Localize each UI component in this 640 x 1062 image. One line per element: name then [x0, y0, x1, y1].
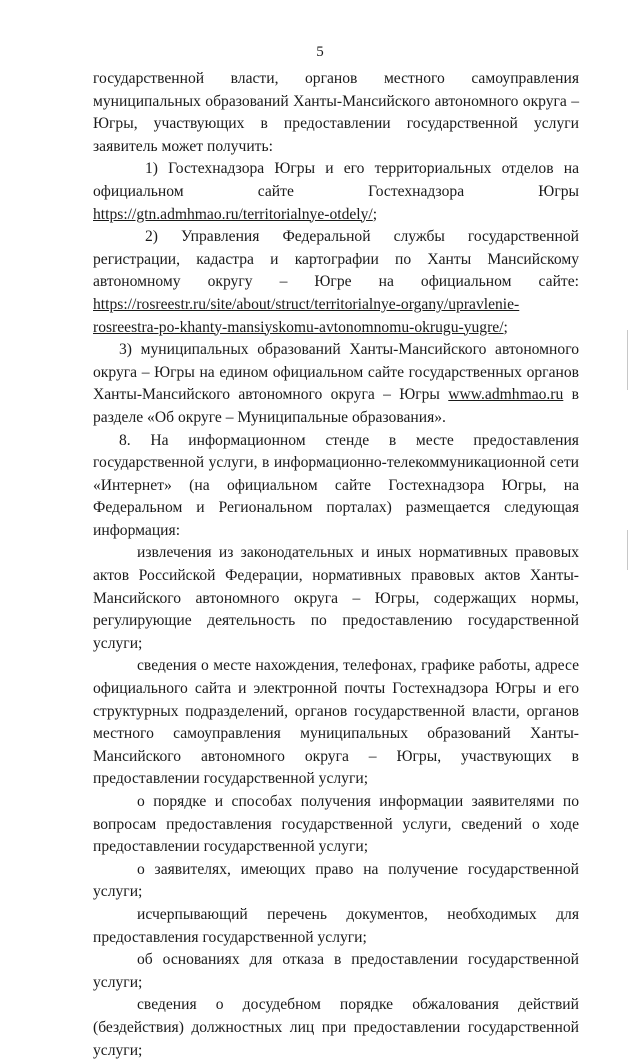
paragraph-continuation: государственной власти, органов местного самоуправления муниципальных образований Ханты-Мансийского автономного округа – Югры, участвующих в предоставлении государственной услуги заявитель может получить: [93, 70, 579, 155]
list-item: об основаниях для отказа в предоставлении государственной услуги; [93, 951, 579, 991]
list-item: о порядке и способах получения информации заявителями по вопросам предоставления государственной услуги, сведений о ходе предоставлении государственной услуги; [93, 793, 579, 856]
page-number: 5 [316, 44, 324, 60]
link-gtn-territorial[interactable]: https://gtn.admhmao.ru/territorialnye-otdely/ [93, 205, 373, 223]
list-item: извлечения из законодательных и иных нормативных правовых актов Российской Федерации, нормативных правовых актов Ханты-Мансийского автономного округа – Югры, содержащих нормы, регулирующие деятельность по предоставлению государственной услуги; [93, 544, 579, 652]
paragraph-end: ; [372, 205, 378, 223]
list-item: сведения о месте нахождения, телефонах, графике работы, адресе официального сайта и электронной почты Гостехнадзора Югры и его структурных подразделений, органов государственной власти, органов местного самоуправления муниципальных образований Ханты-Мансийского автономного округа – Югры, участвующих в предоставлении государственной услуги; [93, 657, 579, 788]
document-body [93, 68, 579, 1062]
paragraph-municipal [93, 339, 579, 429]
list-item: исчерпывающий перечень документов, необходимых для предоставления государственной услуги; [93, 905, 579, 946]
paragraph-text: 1) Гостехнадзора Югры и его территориальных отделов на официальном сайте Гостехнадзора Югры [93, 160, 579, 200]
paragraph-text: 2) Управления Федеральной службы государственной регистрации, кадастра и картографии по Ханты Мансийскому автономному округу – Югре на официальном сайте: [93, 228, 579, 291]
paragraph-end: ; [503, 318, 508, 336]
paragraph-gostekhnadzor [93, 158, 579, 226]
paragraph-rosreestr [93, 226, 579, 339]
link-rosreestr[interactable]: https://rosreestr.ru/site/about/struct/territorialnye-organy/upravlenie-rosreestra-po-khanty-mansiyskomu-avtonomnomu-okrugu-yugre/ [93, 295, 520, 336]
paragraph-end: в разделе «Об округе – Муниципальные образования». [93, 386, 580, 426]
list-item: о заявителях, имеющих право на получение государственной услуги; [93, 860, 579, 901]
link-admhmao[interactable]: www.admhmao.ru [448, 386, 564, 404]
scan-edge-mark [627, 530, 628, 570]
paragraph-item-8: 8. На информационном стенде в месте предоставления государственной услуги, в информационно-телекоммуникационной сети «Интернет» (на официальном сайте Гостехнадзора Югры, на Федеральном и Региональном порталах) размещается следующая информация: [93, 431, 579, 539]
list-item: сведения о досудебном порядке обжалования действий (бездействия) должностных лиц при предоставлении государственной услуги; [93, 996, 579, 1059]
scan-edge-mark [627, 330, 628, 390]
paragraph-text: 3) муниципальных образований Ханты-Мансийского автономного округа – Югры на едином официальном сайте государственных органов Ханты-Мансийского автономного округа – Югры [93, 341, 579, 404]
